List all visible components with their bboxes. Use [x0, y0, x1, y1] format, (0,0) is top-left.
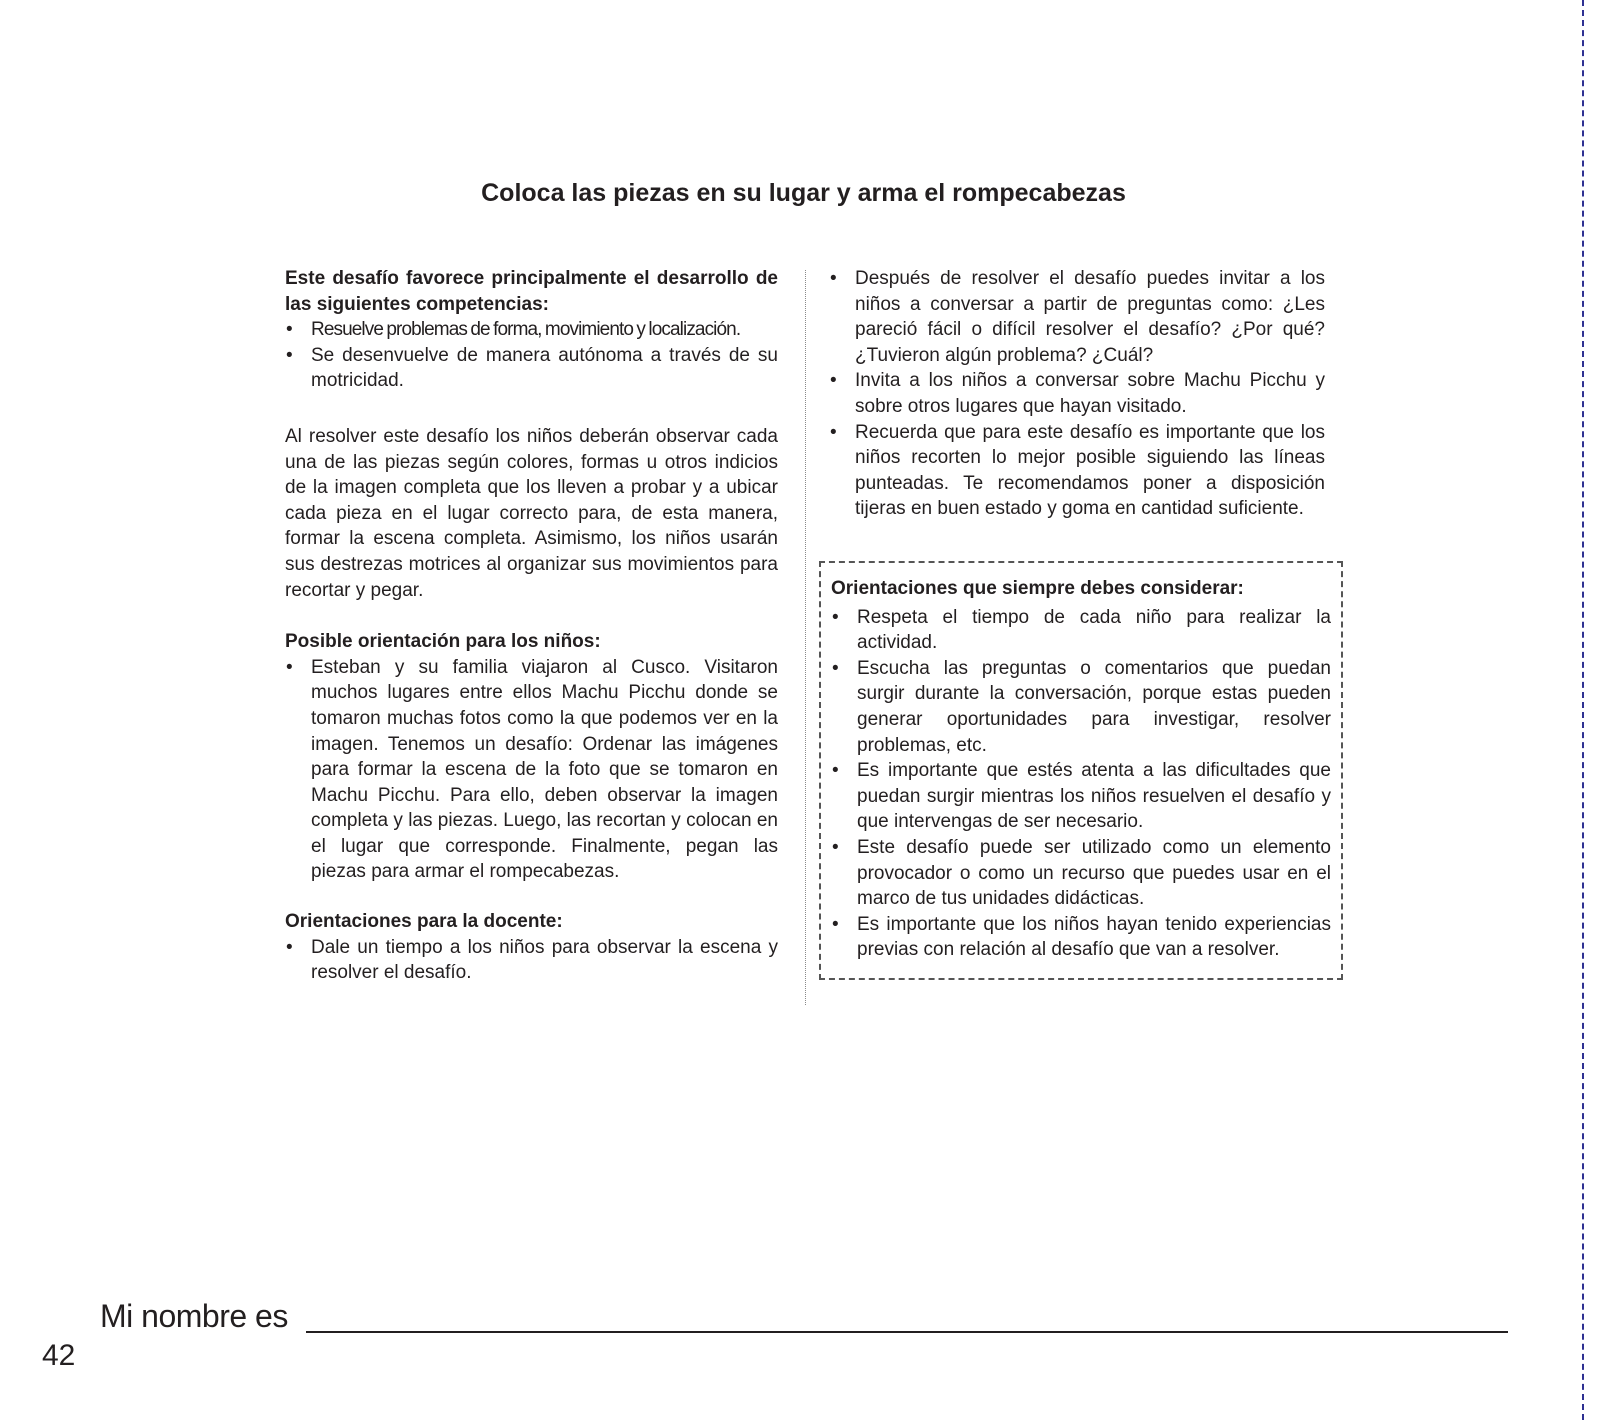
competencias-heading: Este desafío favorece principalmente el desarrollo de las siguientes competencias: — [285, 268, 778, 315]
orientacion-ninos-heading: Posible orientación para los niños: — [285, 631, 601, 653]
page-number: 42 — [42, 1339, 76, 1372]
orientaciones-siempre-list — [831, 605, 1331, 963]
orientaciones-docente-list-continued — [829, 266, 1325, 522]
orientacion-docente-item: • Dale un tiempo a los niños para observar la escena y resolver el desafío. — [285, 935, 778, 986]
orientacion-ninos-list — [285, 655, 778, 885]
competencia-item: • Resuelve problemas de forma, movimiento y localización. — [285, 317, 778, 343]
cut-line — [1582, 0, 1584, 1420]
page-title: Coloca las piezas en su lugar y arma el rompecabezas — [481, 179, 1126, 207]
orientacion-docente-item: • Después de resolver el desafío puedes invitar a los niños a conversar a partir de preguntas como: ¿Les pareció fácil o difícil resolver el desafío? ¿Por qué? ¿Tuvieron algún problema? ¿Cuál? — [829, 266, 1325, 368]
orientaciones-siempre-box — [819, 561, 1343, 980]
competencia-item: • Se desenvuelve de manera autónoma a través de su motricidad. — [285, 343, 778, 394]
orientacion-docente-item: • Recuerda que para este desafío es importante que los niños recorten lo mejor posible siguiendo las líneas punteadas. Te recomendamos poner a disposición tijeras en buen estado y goma en cantidad suficiente. — [829, 420, 1325, 522]
orientacion-siempre-item: • Es importante que los niños hayan tenido experiencias previas con relación al desafío que van a resolver. — [831, 912, 1331, 963]
left-column — [285, 266, 778, 986]
orientaciones-docente-list — [285, 935, 778, 986]
orientacion-siempre-item: • Respeta el tiempo de cada niño para realizar la actividad. — [831, 605, 1331, 656]
spacer — [285, 603, 778, 629]
name-write-line — [306, 1331, 1508, 1333]
column-divider — [805, 270, 806, 1005]
intro-paragraph: Al resolver este desafío los niños deberán observar cada una de las piezas según colores, formas u otros indicios de la imagen completa que los lleven a probar y a ubicar cada pieza en el lugar correcto para, de esta manera, formar la escena completa. Asimismo, los niños usarán sus destrezas motrices al organizar sus movimientos para recortar y pegar. — [285, 425, 778, 601]
orientaciones-siempre-heading: Orientaciones que siempre debes considerar: — [831, 578, 1244, 599]
competencias-list — [285, 317, 778, 394]
orientacion-siempre-item: • Escucha las preguntas o comentarios que puedan surgir durante la conversación, porque estas pueden generar oportunidades para investigar, resolver problemas, etc. — [831, 656, 1331, 758]
orientacion-docente-item: • Invita a los niños a conversar sobre Machu Picchu y sobre otros lugares que hayan visitado. — [829, 368, 1325, 419]
name-label: Mi nombre es — [100, 1298, 288, 1334]
orientaciones-docente-heading: Orientaciones para la docente: — [285, 911, 563, 933]
spacer — [285, 885, 778, 909]
orientacion-siempre-item: • Es importante que estés atenta a las dificultades que puedan surgir mientras los niños resuelven el desafío y que intervengas de ser necesario. — [831, 758, 1331, 835]
orientacion-ninos-item: • Esteban y su familia viajaron al Cusco. Visitaron muchos lugares entre ellos Machu Picchu donde se tomaron muchas fotos como la que podemos ver en la imagen. Tenemos un desafío: Ordenar las imágenes para formar la escena de la foto que se tomaron en Machu Picchu. Para ello, deben observar la imagen completa y las piezas. Luego, las recortan y colocan en el lugar que corresponde. Finalmente, pegan las piezas para armar el rompecabezas. — [285, 655, 778, 885]
orientacion-siempre-item: • Este desafío puede ser utilizado como un elemento provocador o como un recurso que puedes usar en el marco de tus unidades didácticas. — [831, 835, 1331, 912]
spacer — [285, 394, 778, 424]
right-column — [829, 266, 1325, 522]
